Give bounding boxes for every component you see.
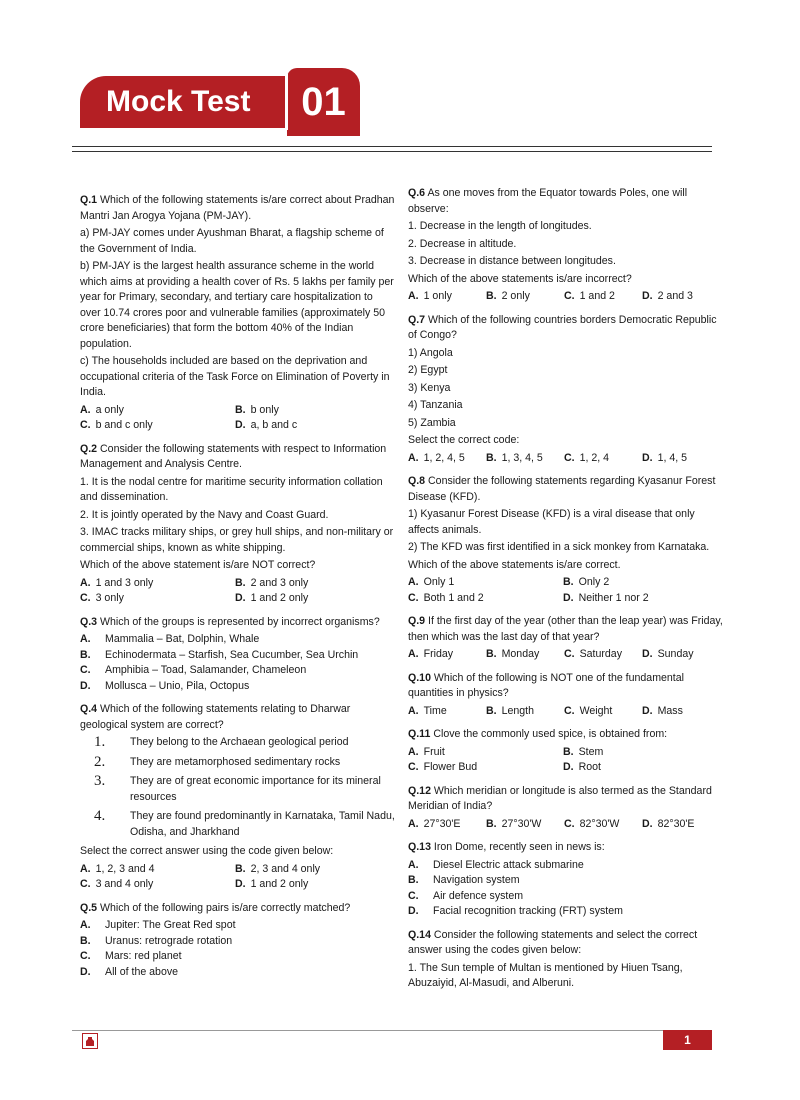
options: [408, 745, 723, 776]
option-b[interactable]: B. Echinodermata – Starfish, Sea Cucumber, Sea Urchin: [80, 648, 359, 661]
option-b[interactable]: B. Stem: [563, 745, 604, 758]
page-number: 1: [663, 1030, 712, 1050]
option-d[interactable]: D. a, b and c: [235, 419, 298, 431]
question-ask: Which of the above statements is/are incorrect?: [408, 272, 632, 285]
option-c[interactable]: C. Flower Bud: [408, 761, 478, 773]
question-ask: Which of the above statements is/are correct.: [408, 558, 621, 571]
option-d[interactable]: D. 82°30'E: [642, 817, 695, 830]
question-text: Which of the groups is represented by incorrect organisms?: [100, 615, 380, 628]
question-text: Which of the following pairs is/are correctly matched?: [100, 901, 351, 914]
option-c[interactable]: C. 3 and 4 only: [80, 878, 154, 890]
options: [408, 289, 723, 305]
option-d[interactable]: D. Facial recognition tracking (FRT) system: [408, 905, 623, 917]
question-text: Consider the following statements regarding Kyasanur Forest Disease (KFD).: [408, 475, 716, 503]
question-number: Q.5: [80, 901, 98, 914]
banner-number: 01: [287, 68, 360, 136]
option-a[interactable]: A. 27°30'E: [408, 817, 461, 830]
question-text: Clove the commonly used spice, is obtained from:: [433, 728, 668, 740]
question-11: [408, 727, 723, 776]
statement: 2. Decrease in altitude.: [408, 237, 517, 250]
options: [408, 647, 723, 663]
question-4: [80, 702, 395, 893]
question-text: If the first day of the year (other than the leap year) was Friday, then which was the last day of that year?: [408, 615, 723, 643]
question-7: [408, 313, 723, 467]
header-rule: [72, 146, 712, 152]
question-12: [408, 784, 723, 833]
question-ask: Which of the above statement is/are NOT correct?: [80, 559, 316, 571]
question-number: Q.8: [408, 475, 426, 487]
question-number: Q.1: [80, 194, 98, 206]
statement: 4) Tanzania: [408, 399, 463, 411]
statement: 3. Decrease in distance between longitudes.: [408, 255, 616, 267]
question-1: [80, 193, 395, 434]
statement: c) The households included are based on the deprivation and occupational criteria of the Task Force on Elimination of Poverty in India.: [80, 355, 390, 398]
question-number: Q.10: [408, 671, 431, 684]
statement: 1. Decrease in the length of longitudes.: [408, 220, 592, 232]
option-a[interactable]: A. Mammalia – Bat, Dolphin, Whale: [80, 633, 260, 645]
option-c[interactable]: C. b and c only: [80, 419, 153, 431]
list-item: 4. They are found predominantly in Karnataka, Tamil Nadu, Odisha, and Jharkhand: [94, 808, 395, 838]
list-item: 1. They belong to the Archaean geological period: [94, 734, 349, 750]
option-d[interactable]: D. 1, 4, 5: [642, 451, 688, 464]
option-b[interactable]: B. 1, 3, 4, 5: [486, 451, 543, 464]
option-d[interactable]: D. All of the above: [80, 965, 179, 978]
list-item: 3. They are of great economic importance for its mineral resources: [94, 773, 381, 803]
option-b[interactable]: B. Monday: [486, 648, 540, 660]
question-number: Q.3: [80, 615, 98, 628]
statement: 3) Kenya: [408, 381, 451, 394]
option-c[interactable]: C. 1 and 2: [564, 290, 615, 302]
option-a[interactable]: A. Jupiter: The Great Red spot: [80, 919, 236, 931]
question-text: Which of the following countries borders Democratic Republic of Congo?: [408, 313, 717, 341]
question-13: [408, 840, 723, 920]
option-d[interactable]: D. Mollusca – Unio, Pila, Octopus: [80, 679, 250, 692]
list-item: 2. They are metamorphosed sedimentary rocks: [94, 753, 341, 770]
question-text: Consider the following statements with respect to Information Management and Analysis Centre.: [80, 442, 387, 470]
question-number: Q.11: [408, 728, 431, 740]
options: [408, 704, 723, 720]
option-d[interactable]: D. Neither 1 nor 2: [563, 591, 649, 604]
statement: 1. The Sun temple of Multan is mentioned by Hiuen Tsang, Abuzaiyid, Al-Masudi, and Alberuni.: [408, 961, 683, 989]
question-number: Q.2: [80, 442, 98, 455]
question-text: Which of the following statements relating to Dharwar geological system are correct?: [80, 703, 351, 731]
question-ask: Select the correct answer using the code given below:: [80, 845, 334, 857]
option-a[interactable]: A. a only: [80, 403, 124, 416]
option-c[interactable]: C. Saturday: [564, 648, 622, 660]
question-2: [80, 442, 395, 607]
header-banner: [80, 68, 360, 136]
option-b[interactable]: B. 2, 3 and 4 only: [235, 862, 321, 875]
option-a[interactable]: A. 1 and 3 only: [80, 576, 154, 589]
question-text: Which of the following is NOT one of the fundamental quantities in physics?: [408, 671, 684, 699]
question-text: As one moves from the Equator towards Poles, one will observe:: [408, 187, 688, 215]
option-b[interactable]: B. Navigation system: [408, 874, 520, 886]
option-b[interactable]: B. Length: [486, 704, 534, 717]
statement: 1) Angola: [408, 346, 453, 359]
statement: a) PM-JAY comes under Ayushman Bharat, a flagship scheme of the Government of India.: [80, 227, 384, 255]
option-d[interactable]: D. Root: [563, 761, 601, 773]
option-b[interactable]: B. Uranus: retrograde rotation: [80, 934, 233, 947]
statement: 2. It is jointly operated by the Navy and Coast Guard.: [80, 508, 329, 521]
option-b[interactable]: B. 2 and 3 only: [235, 576, 309, 589]
option-d[interactable]: D. 2 and 3: [642, 290, 693, 302]
question-text: Iron Dome, recently seen in news is:: [433, 841, 605, 853]
logo-icon: [82, 1033, 98, 1049]
option-d[interactable]: D. 1 and 2 only: [235, 592, 309, 604]
left-column: [80, 193, 395, 988]
numbered-statements: [94, 735, 395, 840]
question-text: Which meridian or longitude is also termed as the Standard Meridian of India?: [408, 784, 712, 812]
option-a[interactable]: A. Only 1: [408, 576, 455, 588]
option-a[interactable]: A. Time: [408, 704, 447, 717]
option-d[interactable]: D. Sunday: [642, 648, 694, 660]
question-number: Q.6: [408, 187, 426, 199]
statement: 1) Kyasanur Forest Disease (KFD) is a viral disease that only affects animals.: [408, 508, 695, 536]
statement: b) PM-JAY is the largest health assurance scheme in the world which aims at providing a health cover of Rs. 5 lakhs per family per year for Primary, secondary, and tertiary care hospitalization to over 10.74 crores poor and vulnerable families (approximately 50 crore beneficiaries) that form the bottom 40% of the Indian population.: [80, 260, 394, 350]
option-b[interactable]: B. Only 2: [563, 576, 610, 588]
right-column: [408, 186, 723, 1000]
question-text: Which of the following statements is/are correct about Pradhan Mantri Jan Arogya Yojana (PM-JAY).: [80, 194, 395, 222]
option-c[interactable]: C. 82°30'W: [564, 817, 620, 830]
question-10: [408, 671, 723, 720]
option-a[interactable]: A. Fruit: [408, 745, 445, 758]
option-d[interactable]: D. 1 and 2 only: [235, 878, 309, 890]
statement: 2) The KFD was first identified in a sick monkey from Karnataka.: [408, 541, 710, 553]
option-c[interactable]: C. Air defence system: [408, 889, 524, 902]
options: [408, 575, 723, 606]
options: [408, 817, 723, 833]
option-b[interactable]: B. 2 only: [486, 290, 530, 302]
options: [80, 862, 395, 893]
question-3: [80, 615, 395, 695]
question-8: [408, 474, 723, 606]
banner-title: Mock Test: [80, 76, 310, 128]
question-number: Q.13: [408, 841, 431, 853]
option-a[interactable]: A. 1, 2, 4, 5: [408, 451, 465, 464]
options: [408, 451, 723, 467]
option-a[interactable]: A. Diesel Electric attack submarine: [408, 858, 584, 871]
statement: 3. IMAC tracks military ships, or grey hull ships, and non-military or commercial ships, known as white shipping.: [80, 526, 394, 554]
question-number: Q.7: [408, 313, 426, 326]
statement: 5) Zambia: [408, 416, 456, 429]
question-text: Consider the following statements and select the correct answer using the codes given below:: [408, 928, 698, 956]
option-b[interactable]: B. b only: [235, 403, 279, 416]
option-a[interactable]: A. Friday: [408, 648, 454, 660]
question-6: [408, 186, 723, 305]
option-c[interactable]: C. Weight: [564, 704, 613, 717]
option-a[interactable]: A. 1 only: [408, 290, 452, 302]
option-c[interactable]: C. Amphibia – Toad, Salamander, Chameleon: [80, 664, 307, 676]
question-ask: Select the correct code:: [408, 434, 520, 446]
question-9: [408, 614, 723, 663]
option-c[interactable]: C. 1, 2, 4: [564, 451, 610, 464]
question-number: Q.4: [80, 703, 98, 715]
options: [80, 403, 395, 434]
option-c[interactable]: C. Mars: red planet: [80, 950, 182, 962]
option-a[interactable]: A. 1, 2, 3 and 4: [80, 862, 155, 875]
question-number: Q.14: [408, 928, 431, 941]
statement: 2) Egypt: [408, 364, 448, 376]
question-5: [80, 901, 395, 981]
options: [80, 576, 395, 607]
option-c[interactable]: C. 3 only: [80, 592, 124, 604]
option-c[interactable]: C. Both 1 and 2: [408, 591, 484, 604]
option-d[interactable]: D. Mass: [642, 704, 683, 717]
statement: 1. It is the nodal centre for maritime security information collation and dissemination.: [80, 475, 383, 503]
question-number: Q.12: [408, 784, 431, 797]
question-14: [408, 928, 723, 992]
question-number: Q.9: [408, 615, 426, 627]
footer-rule: [72, 1030, 712, 1031]
option-b[interactable]: B. 27°30'W: [486, 817, 542, 830]
